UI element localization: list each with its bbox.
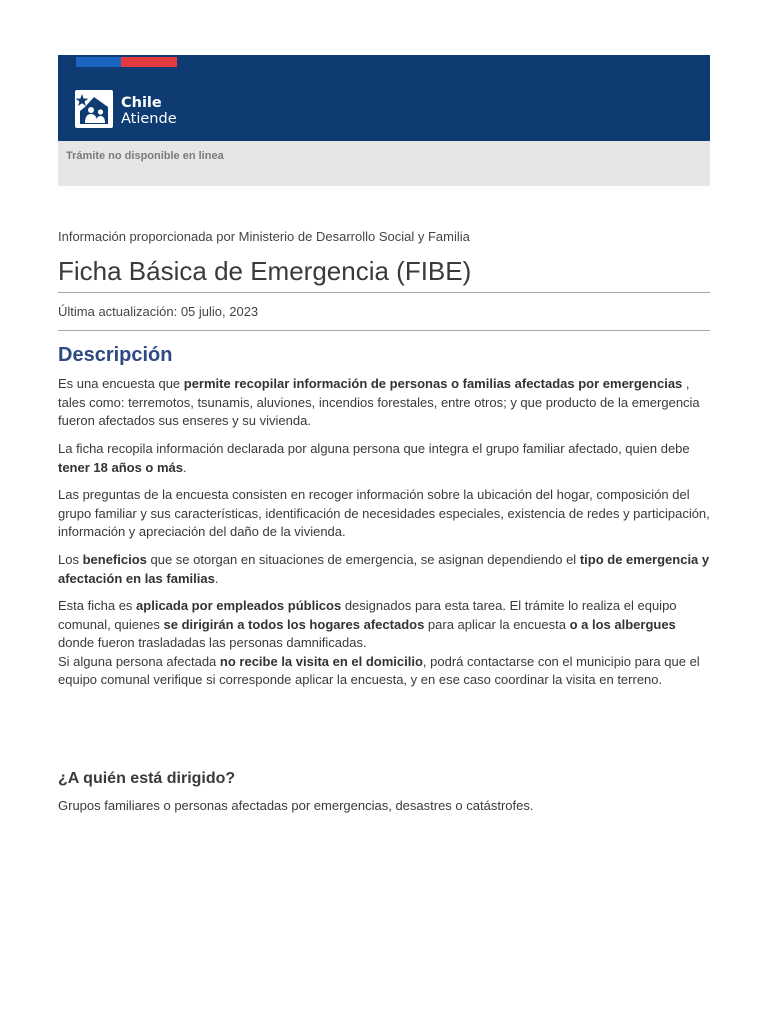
info-source: Información proporcionada por Ministerio de Desarrollo Social y Familia xyxy=(58,229,470,244)
bold-text: aplicada por empleados públicos xyxy=(136,598,342,613)
bold-text: se dirigirán a todos los hogares afectados xyxy=(163,616,425,632)
last-updated: Última actualización: 05 julio, 2023 xyxy=(58,304,259,319)
availability-notice xyxy=(58,141,710,186)
description-paragraph-4 xyxy=(58,551,714,588)
section-heading-dirigido: ¿A quién está dirigido? xyxy=(58,770,236,787)
page-title: Ficha Básica de Emergencia (FIBE) xyxy=(58,256,472,286)
description-paragraph-1 xyxy=(58,375,714,431)
text-run: Esta ficha es xyxy=(58,598,137,613)
description-paragraph-2 xyxy=(58,440,714,477)
dirigido-text: Grupos familiares o personas afectadas por emergencias, desastres o catástrofes. xyxy=(58,798,534,813)
logo-text-line2: Atiende xyxy=(121,110,177,127)
flag-blue-stripe xyxy=(76,57,121,67)
text-run: donde fueron trasladadas las personas damnificadas. xyxy=(58,635,367,651)
text-run: , podrá contactarse con el municipio para que el equipo comunal verifique si corresponde aplicar la encuesta, y en ese caso coordinar la visita en terreno. xyxy=(58,653,700,688)
section-heading-descripcion: Descripción xyxy=(58,344,173,366)
text-run: Es una encuesta que xyxy=(58,376,184,391)
description-paragraph-5 xyxy=(58,597,714,690)
logo-text xyxy=(121,96,177,127)
text-run: Los xyxy=(58,552,83,567)
text-run: , tales como: terremotos, tsunamis, aluviones, incendios forestales, entre otros; y que producto de la emergencia fueron afectados sus enseres y su vivienda. xyxy=(58,376,700,429)
family-house-icon xyxy=(75,90,113,128)
text-run: que se otorgan en situaciones de emergencia, se asignan dependiendo el xyxy=(146,552,580,567)
flag-red-stripe xyxy=(121,57,177,67)
flag-stripe xyxy=(76,57,177,67)
bold-text: tipo de emergencia y afectación en las familias xyxy=(58,552,710,586)
title-divider xyxy=(58,292,710,293)
bold-text: tener 18 años o más xyxy=(58,459,183,475)
notice-text: Trámite no disponible en linea xyxy=(66,150,224,162)
text-run: La ficha recopila información declarada por alguna persona que integra el grupo familiar afectado, quien debe xyxy=(58,441,690,456)
text-run: Si alguna persona afectada xyxy=(58,653,220,669)
site-header xyxy=(58,55,710,141)
logo-text-line1: Chile xyxy=(121,95,162,111)
bold-text: no recibe la visita en el domicilio xyxy=(219,653,423,669)
description-paragraph-3: Las preguntas de la encuesta consisten en recoger información sobre la ubicación del hogar, composición del grupo familiar y sus características, identificación de necesidades especiales, existencia de redes y participación, información y apreciación del daño de la vivienda. xyxy=(58,487,710,540)
bold-text: beneficios xyxy=(82,552,147,567)
text-run: designados para esta tarea. El trámite lo realiza el equipo comunal, quienes xyxy=(58,598,677,632)
text-run: . xyxy=(183,459,187,475)
text-run: para aplicar la encuesta xyxy=(424,616,570,632)
bold-text: permite recopilar información de personas o familias afectadas por emergencias xyxy=(183,376,683,391)
text-run: . xyxy=(214,570,219,586)
updated-divider xyxy=(58,330,710,331)
bold-text: o a los albergues xyxy=(569,616,676,632)
